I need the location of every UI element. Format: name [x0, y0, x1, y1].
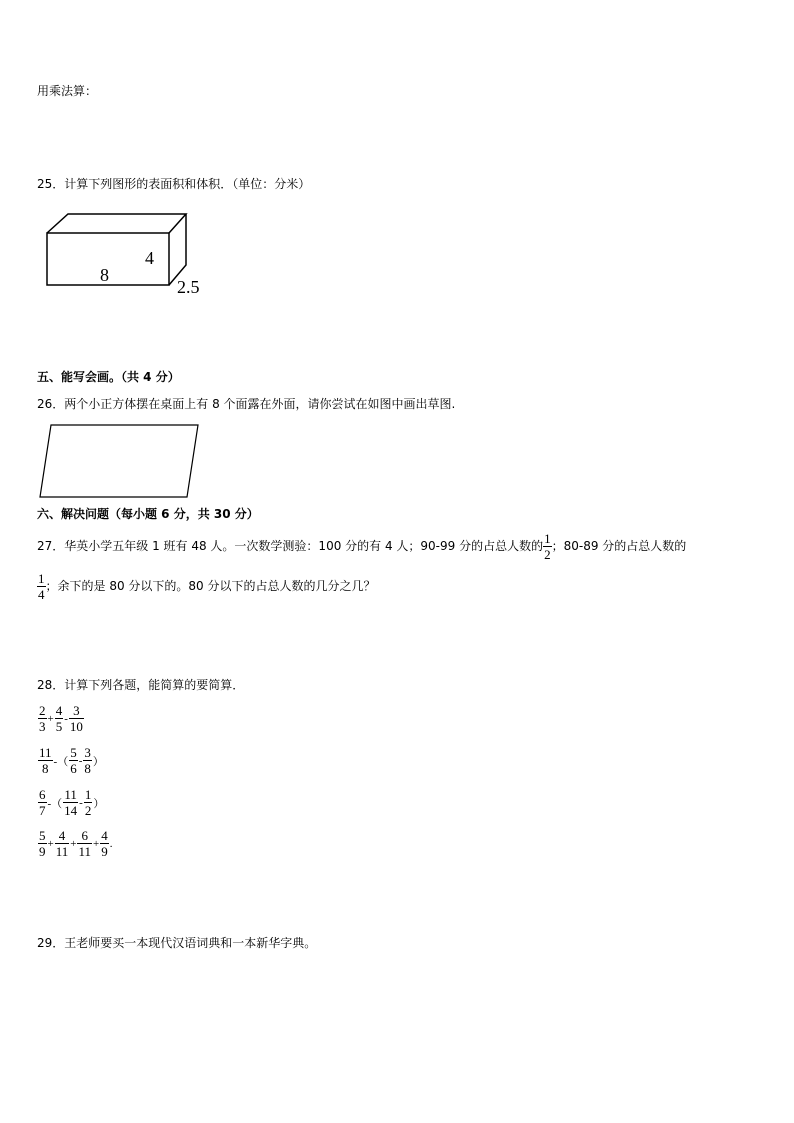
- fraction: [69, 746, 78, 775]
- intro-label: 用乘法算：: [37, 84, 98, 98]
- expression-4: [38, 829, 113, 858]
- operator: -（: [53, 755, 69, 768]
- fraction-numerator: 3: [84, 745, 91, 760]
- fraction-numerator: 6: [39, 787, 46, 802]
- fraction-denominator: 8: [42, 761, 49, 776]
- fraction: [55, 829, 70, 858]
- fraction-one-half: [543, 532, 552, 561]
- cuboid-figure: [40, 208, 220, 298]
- question-27-line-1: [37, 532, 686, 561]
- operator: +: [70, 837, 77, 850]
- fraction-one-quarter: [37, 572, 46, 601]
- fraction-numerator: 1: [84, 787, 92, 802]
- question-27-text-b: ；80-89 分的占总人数的: [551, 539, 687, 553]
- section-6-title: 六、解决问题（每小题 6 分，共 30 分）: [37, 507, 259, 521]
- fraction-numerator: 1: [38, 571, 45, 586]
- fraction: [69, 704, 84, 733]
- operator: +: [47, 712, 54, 725]
- fraction-denominator: 6: [70, 761, 77, 776]
- fraction: [55, 704, 64, 733]
- fraction-numerator: 3: [69, 704, 84, 719]
- fraction: [77, 829, 92, 858]
- fraction-numerator: 5: [39, 828, 46, 843]
- question-26-text: 26．两个小正方体摆在桌面上有 8 个面露在外面，请你尝试在如图中画出草图.: [37, 397, 456, 411]
- fraction-denominator: 2: [544, 547, 551, 562]
- fraction-denominator: 2: [84, 803, 92, 818]
- operator: -: [79, 796, 83, 809]
- cuboid-side-face: [169, 214, 186, 285]
- fraction-numerator: 11: [64, 787, 77, 802]
- fraction-numerator: 11: [39, 745, 52, 760]
- expression-2: [38, 746, 105, 775]
- cuboid-top-face: [47, 214, 186, 233]
- fraction-denominator: 11: [55, 844, 69, 859]
- expression-3: [38, 788, 105, 817]
- cuboid-height-label: 4: [145, 248, 154, 268]
- operator: +: [93, 837, 100, 850]
- cuboid-width-label: 2.5: [177, 277, 200, 297]
- expression-1: [38, 704, 84, 733]
- fraction-numerator: 4: [101, 828, 108, 843]
- fraction: [63, 788, 78, 817]
- operator: -: [64, 712, 68, 725]
- question-28-text: 28．计算下列各题，能简算的要简算．: [37, 678, 245, 692]
- question-25-text: 25．计算下列图形的表面积和体积．（单位：分米）: [37, 177, 311, 191]
- fraction: [38, 788, 47, 817]
- fraction: [84, 788, 93, 817]
- section-5-title: 五、能写会画。（共 4 分）: [37, 370, 180, 384]
- fraction: [38, 746, 53, 775]
- cuboid-length-label: 8: [100, 265, 109, 285]
- operator: -: [78, 754, 83, 767]
- fraction-denominator: 5: [55, 719, 63, 734]
- fraction-numerator: 5: [70, 745, 77, 760]
- fraction-numerator: 4: [55, 703, 63, 718]
- fraction-numerator: 4: [55, 829, 70, 844]
- fraction-numerator: 2: [39, 703, 46, 718]
- fraction-numerator: 6: [77, 829, 92, 844]
- fraction-denominator: 9: [39, 844, 46, 859]
- closing-parenthesis: ）: [92, 755, 104, 768]
- period: .: [109, 837, 113, 850]
- fraction-numerator: 1: [544, 531, 551, 546]
- fraction-denominator: 9: [101, 844, 108, 859]
- operator: -（: [47, 797, 63, 810]
- fraction-denominator: 8: [84, 761, 91, 776]
- fraction-denominator: 7: [39, 803, 46, 818]
- fraction: [38, 704, 47, 733]
- question-29-text: 29．王老师要买一本现代汉语词典和一本新华字典。: [37, 936, 317, 950]
- fraction: [83, 746, 92, 775]
- fraction-denominator: 10: [69, 719, 83, 734]
- parallelogram-drawing-area: [38, 422, 202, 500]
- question-27-text-a: 27．华英小学五年级 1 班有 48 人。一次数学测验：100 分的有 4 人；90-99 分的占总人数的: [37, 539, 544, 553]
- fraction-denominator: 14: [64, 803, 78, 818]
- closing-parenthesis: ）: [93, 797, 105, 810]
- fraction-denominator: 3: [39, 719, 46, 734]
- question-27-text-c: ；余下的是 80 分以下的。80 分以下的占总人数的几分之几？: [45, 579, 376, 593]
- fraction-denominator: 11: [78, 844, 91, 859]
- operator: +: [47, 837, 54, 850]
- question-27-line-2: [37, 572, 376, 601]
- fraction: [100, 829, 109, 858]
- fraction-denominator: 4: [38, 587, 45, 602]
- fraction: [38, 829, 47, 858]
